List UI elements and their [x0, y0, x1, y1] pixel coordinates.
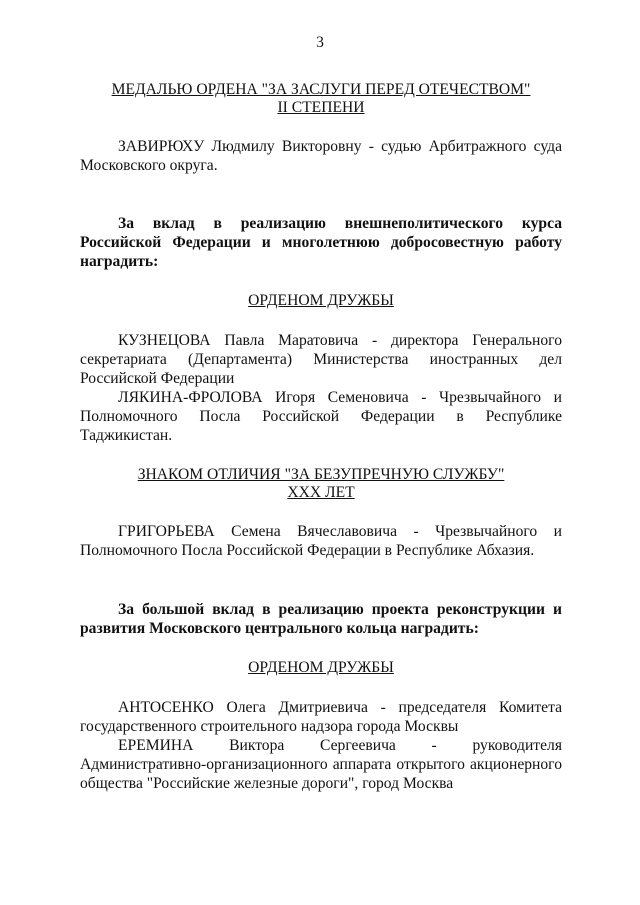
- award-entry-grigoryev: ГРИГОРЬЕВА Семена Вячеславовича - Чрезвычайного и Полномочного Посла Российской Федерации в Республике Абхазия.: [80, 523, 562, 559]
- award-heading-line: II СТЕПЕНИ: [277, 99, 365, 116]
- award-heading-line: ОРДЕНОМ ДРУЖБЫ: [248, 659, 394, 676]
- page-number: 3: [316, 34, 324, 51]
- award-entry-kuznetsov: КУЗНЕЦОВА Павла Маратовича - директора Генерального секретариата (Департамента) Министерства иностранных дел Российской Федерации: [80, 332, 562, 387]
- award-entry-eremin: ЕРЕМИНА Виктора Сергеевича - руководителя Административно-организационного аппарата открытого акционерного общества "Российские железные дороги", город Москва: [80, 737, 562, 792]
- award-entry-zavirukha: ЗАВИРЮХУ Людмилу Викторовну - судью Арбитражного суда Московского округа.: [80, 138, 562, 174]
- award-heading-line: ЗНАКОМ ОТЛИЧИЯ "ЗА БЕЗУПРЕЧНУЮ СЛУЖБУ": [137, 466, 505, 483]
- award-preamble-mck: За большой вклад в реализацию проекта реконструкции и развития Московского центрального кольца наградить:: [80, 601, 562, 637]
- award-heading-medal: [80, 81, 562, 117]
- award-heading-line: МЕДАЛЬЮ ОРДЕНА "ЗА ЗАСЛУГИ ПЕРЕД ОТЕЧЕСТВОМ": [111, 81, 531, 98]
- award-entry-lyakin-frolov: ЛЯКИНА-ФРОЛОВА Игоря Семеновича - Чрезвычайного и Полномочного Посла Российской Федерации в Республике Таджикистан.: [80, 389, 562, 444]
- award-heading-order-of-friendship: [80, 659, 562, 677]
- award-heading-order-of-friendship: [80, 292, 562, 310]
- award-preamble-foreign-policy: За вклад в реализацию внешнеполитического курса Российской Федерации и многолетнюю добросовестную работу наградить:: [80, 215, 562, 270]
- award-heading-line: ОРДЕНОМ ДРУЖБЫ: [248, 292, 394, 309]
- award-heading-line: XXX ЛЕТ: [287, 484, 355, 501]
- award-heading-badge-service: [80, 466, 562, 502]
- award-entry-antosenko: АНТОСЕНКО Олега Дмитриевича - председателя Комитета государственного строительного надзора города Москвы: [80, 699, 562, 735]
